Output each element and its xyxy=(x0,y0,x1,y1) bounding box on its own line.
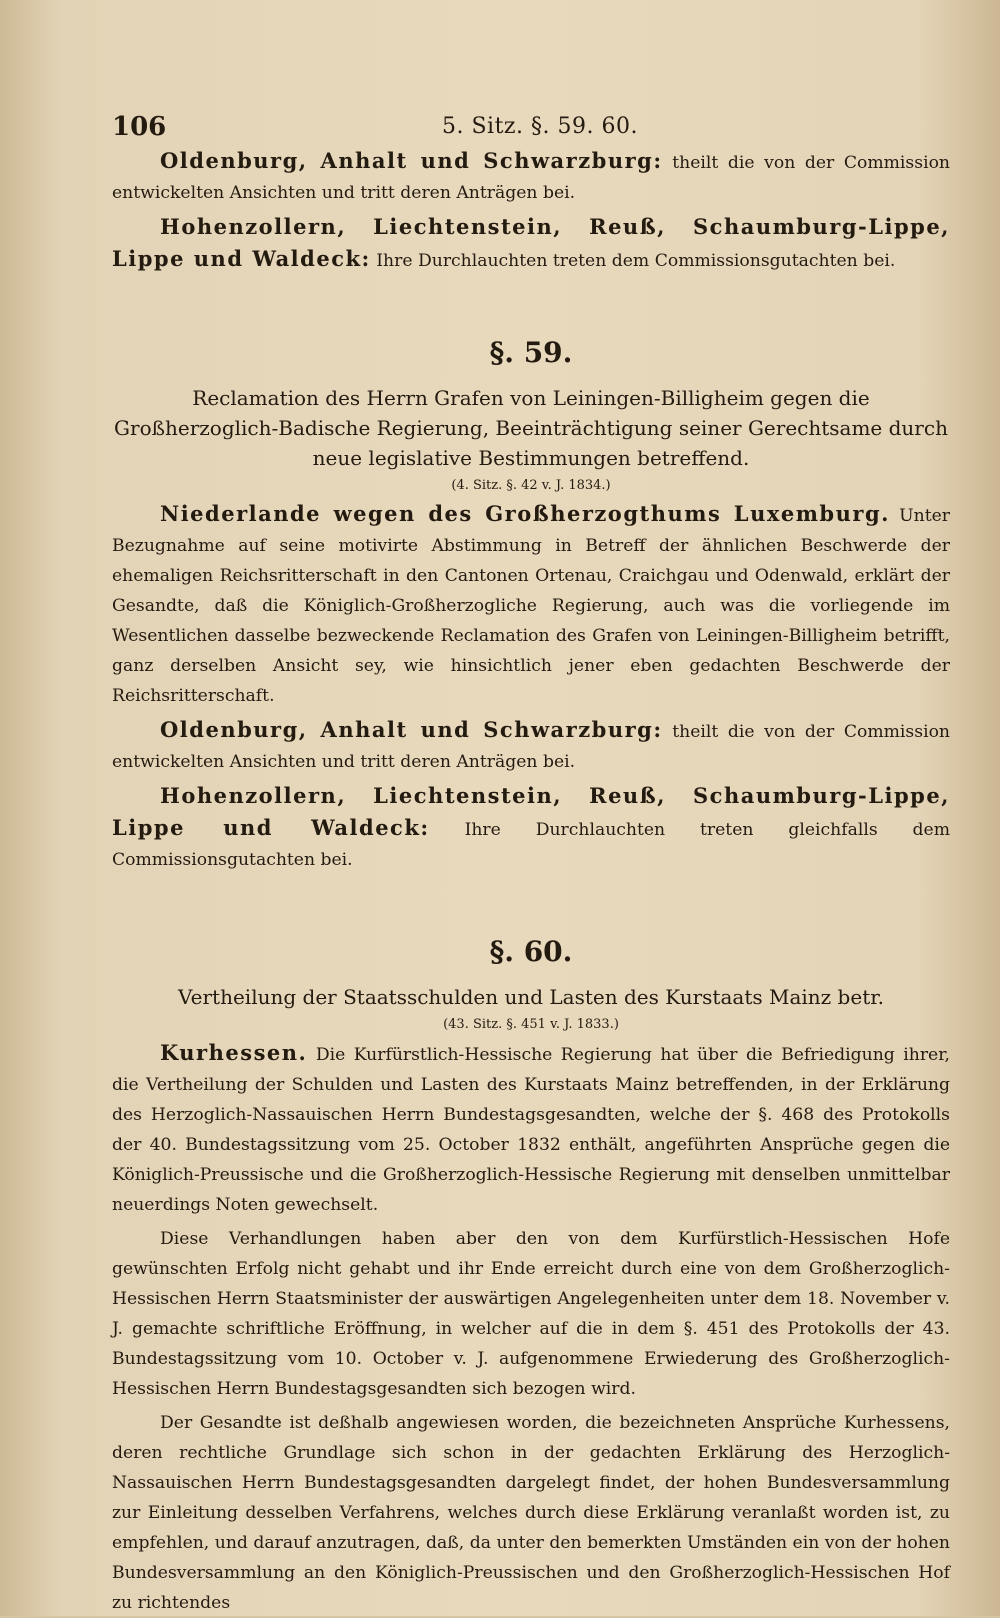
section-59-title: Reclamation des Herrn Grafen von Leiningen-Billigheim gegen die Großherzoglich-Badische Regierung, Beeinträchtigung seiner Gerechtsame durch neue legislative Bestimmungen betreffend. xyxy=(114,386,948,470)
body-paragraph: Diese Verhandlungen haben aber den von dem Kurfürstlich-Hessischen Hofe gewünschten Erfolg nicht gehabt und ihr Ende erreicht durch eine von dem Großherzoglich-Hessischen Herrn Staatsminister der auswärtigen Angelegenheiten unter dem 18. November v. J. gemachte schriftliche Eröffnung, in welcher auf die in dem §. 451 des Protokolls der 43. Bundestagssitzung vom 10. October v. J. aufgenommene Erwiederung des Großherzoglich-Hessischen Herrn Bundestagsgesandten sich bezogen wird. xyxy=(112,1229,950,1399)
vote-text: Ihre Durchlauchten treten dem Commissionsgutachten bei. xyxy=(376,251,896,271)
section-60-number: §. 60. xyxy=(489,935,573,968)
vote-text: Die Kurfürstlich-Hessische Regierung hat über die Befriedigung ihrer, die Vertheilung der Schulden und Lasten des Kurstaats Mainz betreffenden, in der Erklärung des Herzoglich-Nassauischen Herrn Bundestagsgesandten, welche der §. 468 des Protokolls der 40. Bundestagssitzung vom 25. October 1832 enthält, angeführten Ansprüche gegen die Königlich-Preussische und die Großherzoglich-Hessische Regierung mit denselben unmittelbar neuerdings Noten gewechselt. xyxy=(112,1045,950,1215)
vote-text: Ihre Durchlauchten treten gleichfalls dem Commissionsgutachten bei. xyxy=(112,820,951,870)
vote-text: Unter Bezugnahme auf seine motivirte Abstimmung in Betreff der ähnlichen Beschwerde der ehemaligen Reichsritterschaft in den Cantonen Ortenau, Craichgau und Odenwald, erklärt der Gesandte, daß die Königlich-Großherzogliche Regierung, auch was die vorliegende im Wesentlichen dasselbe bezweckende Reclamation des Grafen von Leiningen-Billigheim betrifft, ganz derselben Ansicht sey, wie hinsichtlich jener eben gedachten Beschwerde der Reichsritterschaft. xyxy=(112,506,950,706)
section-60-reference: (43. Sitz. §. 451 v. J. 1833.) xyxy=(443,1017,619,1032)
page-header xyxy=(112,112,950,146)
voter-name: Hohenzollern, Liechtenstein, Reuß, Schaumburg-Lippe, Lippe und Waldeck: xyxy=(112,783,950,840)
vote-text: theilt die von der Commission entwickelten Ansichten und tritt deren Anträgen bei. xyxy=(112,153,950,203)
vote-paragraph xyxy=(112,212,950,276)
voter-name: Oldenburg, Anhalt und Schwarzburg: xyxy=(160,148,663,173)
running-head: 5. Sitz. §. 59. 60. xyxy=(442,114,638,139)
section-59-number: §. 59. xyxy=(489,336,573,369)
vote-paragraph xyxy=(112,715,950,777)
vote-paragraph xyxy=(112,499,950,711)
voter-name: Oldenburg, Anhalt und Schwarzburg: xyxy=(160,717,663,742)
voter-name: Kurhessen. xyxy=(160,1040,308,1065)
voter-name: Niederlande wegen des Großherzogthums Luxemburg. xyxy=(160,501,890,526)
body-paragraph: Der Gesandte ist deßhalb angewiesen worden, die bezeichneten Ansprüche Kurhessens, deren rechtliche Grundlage sich schon in der gedachten Erklärung des Herzoglich-Nassauischen Herrn Bundestagsgesandten dargelegt findet, der hohen Bundesversammlung zur Einleitung desselben Verfahrens, welches durch diese Erklärung veranlaßt worden ist, zu empfehlen, und darauf anzutragen, daß, da unter den bemerkten Umständen ein von der hohen Bundesversammlung an den Königlich-Preussischen und den Großherzoglich-Hessischen Hof zu richtendes xyxy=(112,1413,950,1613)
vote-paragraph xyxy=(112,146,950,208)
vote-paragraph xyxy=(112,781,950,875)
section-59-reference: (4. Sitz. §. 42 v. J. 1834.) xyxy=(451,478,611,493)
vote-text: theilt die von der Commission entwickelten Ansichten und tritt deren Anträgen bei. xyxy=(112,722,950,772)
section-60-title: Vertheilung der Staatsschulden und Lasten des Kurstaats Mainz betr. xyxy=(178,985,884,1009)
page-number: 106 xyxy=(112,112,167,142)
vote-paragraph xyxy=(112,1038,950,1220)
voter-name: Hohenzollern, Liechtenstein, Reuß, Schaumburg-Lippe, Lippe und Waldeck: xyxy=(112,214,950,271)
page-content xyxy=(112,112,950,1618)
